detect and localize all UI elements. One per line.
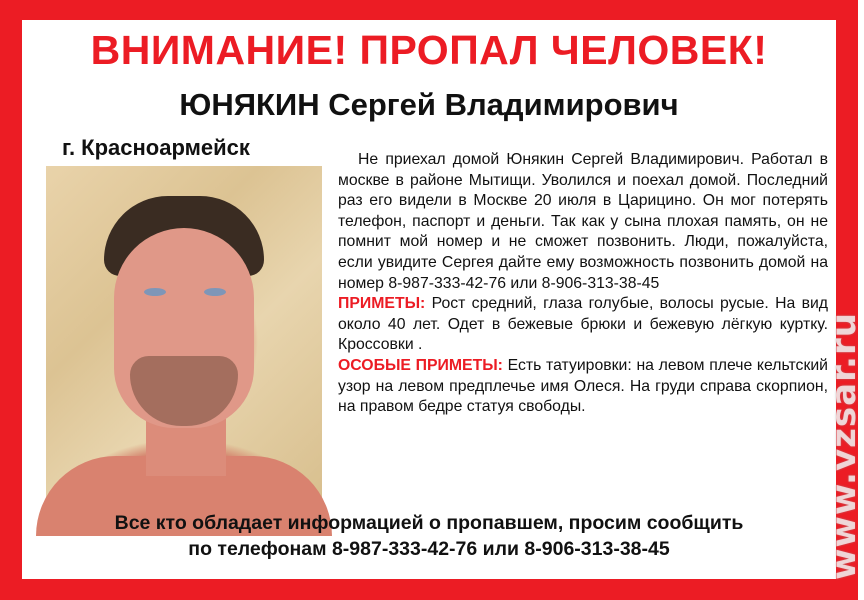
special-signs-paragraph [338, 356, 828, 418]
photo-left-eye [144, 288, 166, 296]
signs-paragraph [338, 294, 828, 356]
contact-footer [22, 510, 836, 562]
poster-headline: ВНИМАНИЕ! ПРОПАЛ ЧЕЛОВЕК! [90, 27, 768, 73]
poster-content [22, 20, 836, 579]
description-paragraph: Не приехал домой Юнякин Сергей Владимирович. Работал в москве в районе Мытищи. Уволился и поехал домой. Последний раз его видели в Москве 20 июля в Царицино. Он мог потерять телефон, паспорт и деньги. Так как у сына плохая память, он не помнит мой номер и не сможет позвонить. Люди, пожалуйста, если увидите Сергея дайте ему возможность позвонить домой на номер 8-987-333-42-76 или 8-906-313-38-45 [338, 151, 828, 292]
missing-person-name: ЮНЯКИН Сергей Владимирович [179, 87, 679, 122]
signs-label: ПРИМЕТЫ: [338, 295, 426, 313]
footer-line-2: по телефонам 8-987-333-42-76 или 8-906-313-38-45 [188, 538, 670, 560]
footer-line-1: Все кто обладает информацией о пропавшем, просим сообщить [114, 512, 744, 534]
missing-person-photo [46, 166, 322, 502]
special-signs-label: ОСОБЫЕ ПРИМЕТЫ: [338, 356, 503, 374]
city-label: г. Красноармейск [62, 135, 250, 160]
signs-text: Рост средний, глаза голубые, волосы русые. На вид около 40 лет. Одет в бежевые брюки и бежевую лёгкую куртку. Кроссовки . [338, 295, 828, 354]
photo-right-eye [204, 288, 226, 296]
poster-body [338, 150, 828, 418]
site-watermark: www.vzsar.ru [824, 312, 864, 580]
special-signs-text: Есть татуировки: на левом плече кельтский узор на левом предплечье имя Олеся. На груди справа скорпион, на правом бедре статуя свободы. [338, 356, 828, 416]
